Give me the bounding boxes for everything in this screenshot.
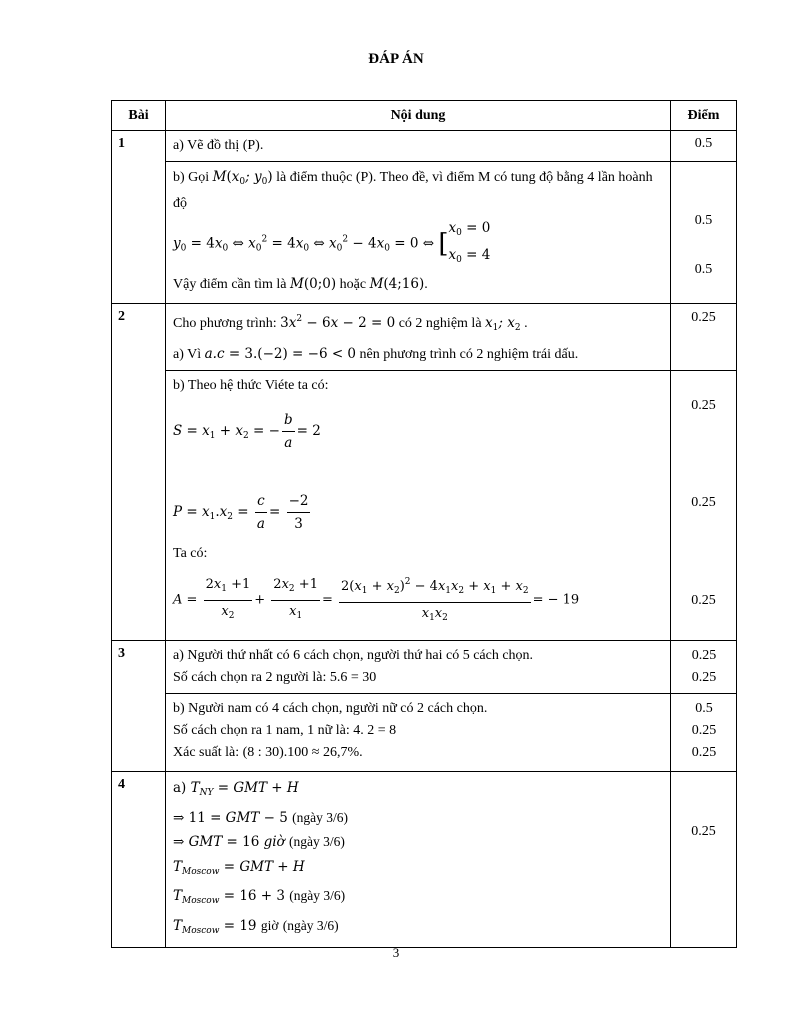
question-number: 1 — [112, 131, 166, 304]
q1b-score-1: 0.5 — [694, 213, 713, 228]
q3a-score-2: 0.25 — [691, 670, 717, 685]
question-number: 4 — [112, 772, 166, 948]
q3a-score-1: 0.25 — [691, 648, 717, 663]
q3a-line-1: a) Người thứ nhất có 6 cách chọn, người thứ hai có 5 cách chọn. — [173, 648, 534, 663]
q2a-content: Cho phương trình: $3x^2 - 6x - 2 = 0$ có 2 nghiệm là $x_1$; $x_2$ . a) Vì a.c = 3.(−2) = −6 < 0 nên phương trình có 2 nghiệm trái dấu. — [166, 304, 671, 371]
q3a-line-2: Số cách chọn ra 2 người là: 5.6 = 30 — [173, 670, 377, 685]
q4a-content — [166, 772, 671, 948]
q2-intro-pre: Cho phương trình: — [173, 316, 277, 331]
q4-day-note-4: (ngày 3/6) — [282, 917, 339, 933]
q4-scores — [671, 772, 737, 948]
page-number: 3 — [392, 945, 400, 960]
q1a-score: 0.5 — [671, 131, 737, 162]
q4-line-1: a) $T_{NY}$ = GMT + H — [173, 780, 299, 798]
q4-day-note-3: (ngày 3/6) — [289, 888, 346, 903]
q3b-score-1: 0.5 — [695, 701, 713, 716]
q4-day-note-1: (ngày 3/6) — [292, 809, 348, 825]
table-row — [112, 131, 737, 162]
q2a-post: nên phương trình có 2 nghiệm trái dấu. — [359, 347, 579, 362]
q2a-score: 0.25 — [671, 304, 737, 371]
q2-equation: $3x^2 - 6x - 2 = 0$ — [280, 314, 396, 331]
q2-roots: $x_1$; $x_2$ — [485, 315, 521, 333]
q1a-text: a) Vẽ đồ thị (P). — [173, 138, 264, 153]
q2b-ta-co: Ta có: — [173, 546, 208, 561]
table-row — [112, 772, 737, 948]
q4-prefix: a) — [173, 780, 187, 796]
q3b-score-3: 0.25 — [691, 745, 717, 760]
q1b-point-b: M(4;16) — [369, 276, 425, 292]
q2b-sum: $S = x_1 + x_2$ = − $\frac{b}{a}$ = 2 — [173, 409, 664, 454]
q2b-scores — [671, 371, 737, 641]
q3b-score-2: 0.25 — [691, 723, 717, 738]
q1a-content — [166, 131, 671, 162]
q2-intro-mid: có 2 nghiệm là — [398, 316, 482, 331]
q4-gio-2: giờ — [260, 917, 279, 933]
q3b-line-1: b) Người nam có 4 cách chọn, người nữ có 2 cách chọn. — [173, 701, 488, 716]
q3b-line-2: Số cách chọn ra 1 nam, 1 nữ là: 4. 2 = 8 — [173, 723, 397, 738]
q1b-conclusion-pre: Vậy điểm cần tìm là — [173, 277, 287, 292]
q2a-ac: a.c = 3.(−2) = −6 < 0 — [204, 346, 357, 362]
q1b-content: b) Gọi $M(x_0$; $y_0$) là điểm thuộc (P). Theo đề, vì điểm M có tung độ bằng 4 lần hoành độ $y_0 = 4x_0$ ⇔ $x_0^2 = 4x_0$ ⇔ $x_0^2 - 4x_0 = 0$ ⇔ [ $x_0 = 0$ $x_0 = 4$ Vậy điểm cần tìm là M(0;0) hoặc M(4;16). — [166, 162, 671, 304]
q4-line-2: ⇒ 11 = GMT − 5 (ngày 3/6) — [173, 809, 348, 826]
q2b-score-2: 0.25 — [691, 495, 716, 510]
q4-line-4: $T_{Moscow}$ = GMT + H — [173, 858, 305, 877]
header-noi-dung: Nội dung — [166, 101, 671, 131]
q4-score: 0.25 — [691, 824, 716, 839]
q4-line-6: $T_{Moscow} = 19$ giờ (ngày 3/6) — [173, 917, 339, 936]
q1b-equation: $y_0 = 4x_0$ ⇔ $x_0^2 = 4x_0$ ⇔ $x_0^2 - 4x_0 = 0$ ⇔ [ $x_0 = 0$ $x_0 = 4$ — [173, 220, 491, 265]
q2a-pre: a) Vì — [173, 347, 202, 362]
q2b-content — [166, 371, 671, 641]
q1b-intro-post: là điểm thuộc (P). Theo đề, vì điểm M có tung độ bằng 4 lần hoành độ — [173, 170, 653, 211]
q3b-line-3: Xác suất là: (8 : 30).100 ≈ 26,7%. — [173, 745, 363, 760]
q1b-scores — [671, 162, 737, 304]
table-row — [112, 371, 737, 641]
header-diem: Điểm — [671, 101, 737, 131]
table-row — [112, 304, 737, 371]
q1b-score-2: 0.5 — [694, 262, 713, 277]
answer-table — [111, 100, 737, 948]
table-row — [112, 162, 737, 304]
q4-gio-1: giờ — [263, 834, 285, 850]
table-row — [112, 694, 737, 772]
question-number: 3 — [112, 641, 166, 772]
q2b-score-3: 0.25 — [691, 593, 716, 608]
question-number: 2 — [112, 304, 166, 641]
q2b-score-1: 0.25 — [691, 398, 716, 413]
q3b-content — [166, 694, 671, 772]
q4-day-note-2: (ngày 3/6) — [288, 834, 345, 849]
page-title: ĐÁP ÁN — [368, 51, 424, 67]
table-row — [112, 641, 737, 694]
q3a-scores — [671, 641, 737, 694]
q2b-intro: b) Theo hệ thức Viéte ta có: — [173, 378, 329, 393]
q1b-point-m: $M(x_0$; $y_0$) — [212, 169, 273, 187]
q4-line-5: $T_{Moscow} = 16 + 3$ (ngày 3/6) — [173, 888, 346, 906]
q1b-conclusion-mid: hoặc — [339, 277, 367, 292]
q3b-scores — [671, 694, 737, 772]
q1b-intro-pre: b) Gọi — [173, 170, 210, 185]
q4-line-3: ⇒ GMT = 16 giờ (ngày 3/6) — [173, 834, 345, 850]
q1b-point-a: M(0;0) — [290, 276, 337, 292]
q3a-content — [166, 641, 671, 694]
q2b-expression: A = $\frac{2x_1 +1}{x_2}$ + $\frac{2x_2 +1}{x_1}$ = $\frac{2(x_1 + x_2)^2 - 4x_1x_2 + x_1 + x_2}{x_1x_2}$ = − 19 — [173, 571, 664, 629]
header-bai: Bài — [112, 101, 166, 131]
table-header-row — [112, 101, 737, 131]
q2b-product: $P = x_1.x_2$ = $\frac{c}{a}$ = $\frac{-2}{3}$ — [173, 490, 664, 535]
